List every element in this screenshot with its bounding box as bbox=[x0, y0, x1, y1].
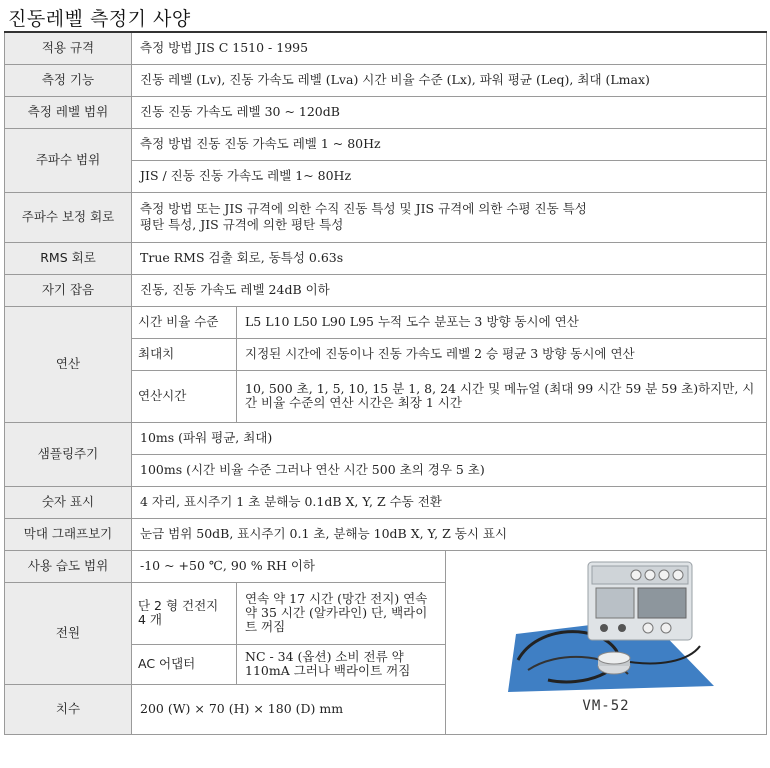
row-value: 지정된 시간에 진동이나 진동 가속도 레벨 2 승 평균 3 방향 동시에 연산 bbox=[237, 338, 767, 370]
row-label: RMS 회로 bbox=[5, 242, 132, 274]
row-value: 진동 진동 가속도 레벨 30 ~ 120dB bbox=[132, 96, 767, 128]
sub-label: AC 어댑터 bbox=[132, 644, 237, 684]
row-label: 측정 기능 bbox=[5, 64, 132, 96]
row-value: 진동, 진동 가속도 레벨 24dB 이하 bbox=[132, 274, 767, 306]
row-value: JIS / 진동 진동 가속도 레벨 1~ 80Hz bbox=[132, 160, 767, 192]
row-label: 샘플링주기 bbox=[5, 422, 132, 486]
row-value: L5 L10 L50 L90 L95 누적 도수 분포는 3 방향 동시에 연산 bbox=[237, 306, 767, 338]
row-value: 눈금 범위 50dB, 표시주기 0.1 초, 분해능 10dB X, Y, Z 동시 표시 bbox=[132, 518, 767, 550]
product-photo-cell bbox=[446, 550, 767, 734]
row-function bbox=[5, 64, 767, 96]
row-value: 연속 약 17 시간 (망간 전지) 연속 약 35 시간 (알카라인) 단, 백라이트 꺼짐 bbox=[237, 582, 446, 644]
row-value: -10 ~ +50 ℃, 90 % RH 이하 bbox=[132, 550, 446, 582]
value-line: 측정 방법 또는 JIS 규격에 의한 수직 진동 특성 및 JIS 규격에 의한 수평 진동 특성 bbox=[140, 201, 587, 216]
spec-table bbox=[4, 31, 767, 735]
row-value: True RMS 검출 회로, 동특성 0.63s bbox=[132, 242, 767, 274]
sub-label: 단 2 형 건전지 4 개 bbox=[132, 582, 237, 644]
product-photo bbox=[488, 554, 724, 696]
row-bar bbox=[5, 518, 767, 550]
sub-label: 시간 비율 수준 bbox=[132, 306, 237, 338]
row-range bbox=[5, 96, 767, 128]
row-humidity bbox=[5, 550, 767, 582]
row-rms bbox=[5, 242, 767, 274]
row-noise bbox=[5, 274, 767, 306]
row-label: 전원 bbox=[5, 582, 132, 684]
row-label: 주파수 보정 회로 bbox=[5, 192, 132, 242]
row-value bbox=[132, 192, 767, 242]
row-value: 4 자리, 표시주기 1 초 분해능 0.1dB X, Y, Z 수동 전환 bbox=[132, 486, 767, 518]
row-label: 주파수 범위 bbox=[5, 128, 132, 192]
row-label: 사용 습도 범위 bbox=[5, 550, 132, 582]
page-title: 진동레벨 측정기 사양 bbox=[8, 8, 191, 30]
row-value: 200 (W) × 70 (H) × 180 (D) mm bbox=[132, 684, 446, 734]
row-value: NC - 34 (옵션) 소비 전류 약 110mA 그러나 백라이트 꺼짐 bbox=[237, 644, 446, 684]
row-correction bbox=[5, 192, 767, 242]
row-value: 10, 500 초, 1, 5, 10, 15 분 1, 8, 24 시간 및 메뉴얼 (최대 99 시간 59 분 59 초)하지만, 시간 비율 수준의 연산 시간은 최장 1 시간 bbox=[237, 370, 767, 422]
row-value: 10ms (파워 평균, 최대) bbox=[132, 422, 767, 454]
row-label: 막대 그래프보기 bbox=[5, 518, 132, 550]
row-label: 적용 규격 bbox=[5, 32, 132, 64]
row-label: 연산 bbox=[5, 306, 132, 422]
photo-caption: VM-52 bbox=[582, 697, 630, 714]
row-label: 치수 bbox=[5, 684, 132, 734]
row-freq bbox=[5, 128, 767, 160]
row-calc bbox=[5, 306, 767, 338]
row-sampling bbox=[5, 422, 767, 454]
sub-label: 연산시간 bbox=[132, 370, 237, 422]
row-digital bbox=[5, 486, 767, 518]
vibration-meter-image bbox=[488, 554, 724, 696]
row-value: 측정 방법 JIS C 1510 - 1995 bbox=[132, 32, 767, 64]
row-value: 진동 레벨 (Lv), 진동 가속도 레벨 (Lva) 시간 비율 수준 (Lx), 파워 평균 (Leq), 최대 (Lmax) bbox=[132, 64, 767, 96]
row-label: 숫자 표시 bbox=[5, 486, 132, 518]
row-value: 100ms (시간 비율 수준 그러나 연산 시간 500 초의 경우 5 초) bbox=[132, 454, 767, 486]
value-line: 평탄 특성, JIS 규격에 의한 평탄 특성 bbox=[140, 217, 344, 232]
row-value: 측정 방법 진동 진동 가속도 레벨 1 ~ 80Hz bbox=[132, 128, 767, 160]
sub-label: 최대치 bbox=[132, 338, 237, 370]
row-label: 자기 잡음 bbox=[5, 274, 132, 306]
row-label: 측정 레벨 범위 bbox=[5, 96, 132, 128]
row-standard bbox=[5, 32, 767, 64]
